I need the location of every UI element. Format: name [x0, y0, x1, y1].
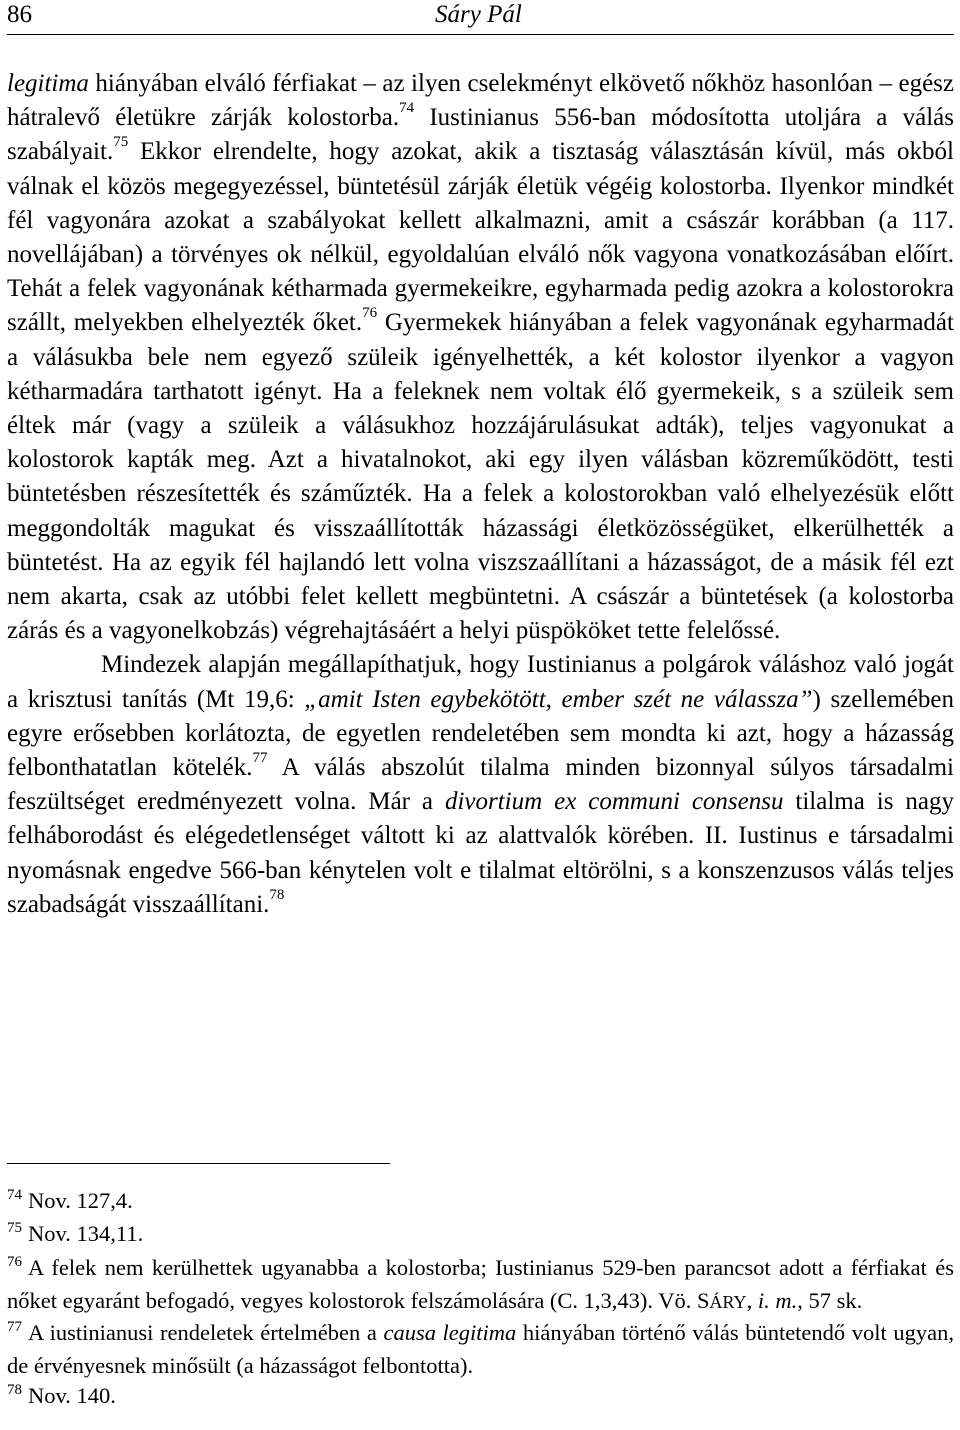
paragraph-2: [7, 648, 954, 922]
italic-quote: „amit Isten egybekötött, ember szét ne válassza”: [304, 685, 813, 713]
italic-term: causa legitima: [383, 1319, 517, 1345]
footnote-78: [7, 1381, 954, 1414]
paragraph-1: [7, 67, 954, 648]
footnote-number: 74: [7, 1187, 22, 1203]
footnotes: [7, 1186, 954, 1415]
footnote-text: Nov. 127,4.: [28, 1188, 133, 1213]
footnote-ref-75[interactable]: 75: [113, 134, 129, 151]
footnote-text: A felek nem kerülhettek ugyanabba a kolostorba; Iustinianus 529-ben parancsot adott a férfiakat és nőket egyaránt befogadó, vegyes kolostorok felszámolására (C. 1,3,43). Vö. S: [7, 1254, 954, 1314]
footnote-number: 78: [7, 1382, 22, 1399]
text-run: Iustinianus 556-ban módosította utoljára a válás szabályait.: [7, 104, 954, 166]
main-text: [7, 67, 954, 922]
footnote-ref-78[interactable]: 78: [269, 886, 285, 903]
footnote-76: [7, 1253, 954, 1318]
text-run: Ekkor elrendelte, hogy azokat, akik a tisztaság választásán kívül, más okból válnak el közös megegyezéssel, büntetésül zárják életük végéig kolostorba. Ilyenkor mindkét fél vagyonára azokat a szabályokat kellett alkalmazni, amit a császár korábban (a 117. novellájában) a törvényes ok nélkül, egyoldalúan elváló nők vagyona vonatkozásában előírt. Tehát a felek vagyonának kétharmada gyermekeikre, egyharmada pedig azokra a kolostorokra szállt, melyekben elhelyezték őket.: [7, 138, 954, 337]
italic-term: divortium ex communi consensu: [444, 788, 784, 816]
footnote-text: Nov. 134,11.: [28, 1221, 144, 1247]
running-header: [7, 0, 954, 30]
small-caps-text: ÁRY: [709, 1292, 747, 1313]
footnote-number: 76: [7, 1253, 22, 1270]
footnote-75: [7, 1219, 954, 1252]
footnote-rule: [7, 1163, 390, 1164]
footnote-ref-77[interactable]: 77: [252, 749, 268, 766]
page-number: 86: [7, 1, 32, 28]
footnote-74: [7, 1186, 954, 1219]
text-run: Mindezek alapján megállapíthatjuk, hogy Iustinianus a polgárok váláshoz való jogát a krisztusi tanítás (Mt 19,6:: [7, 651, 954, 713]
footnote-text: A iustinianusi rendeletek értelmében a: [28, 1319, 384, 1345]
footnote-ref-74[interactable]: 74: [399, 99, 415, 116]
text-run: hiányában elváló férfiakat – az ilyen cselekményt elkövető nőkhöz hasonlóan – egész hátralevő életükre zárják kolostorba.: [7, 70, 954, 132]
italic-term: legitima: [7, 70, 89, 97]
footnote-ref-76[interactable]: 76: [362, 305, 378, 322]
footnote-text: hiányában történő válás büntetendő volt ugyan, de érvényesnek minősült (a házasságot felbontotta).: [7, 1319, 955, 1379]
running-head-author: Sáry Pál: [435, 1, 522, 28]
text-run: A válás abszolút tilalma minden bizonnyal súlyos társadalmi feszültséget eredményezett volna. Már a: [7, 754, 954, 816]
text-run: tilalma is nagy felháborodást és elégedetlenséget váltott ki az alattvalók körében. II. Iustinus e társadalmi nyomásnak engedve 566-ban kénytelen volt e tilalmat eltörölni, s a konszenzusos válás teljes szabadságát visszaállítani.: [7, 788, 954, 918]
footnote-text: ,: [746, 1288, 758, 1314]
italic-abbrev: i. m.: [757, 1288, 798, 1314]
footnote-text: Nov. 140.: [28, 1383, 116, 1409]
footnote-77: [7, 1318, 954, 1382]
text-run: ) szellemében egyre erősebben korlátozta, de egyetlen rendeletében sem mondta ki azt, hogy a házasság felbonthatatlan kötelék.: [7, 685, 954, 782]
footnote-number: 77: [7, 1318, 22, 1335]
header-rule: [7, 34, 954, 35]
footnote-number: 75: [7, 1220, 22, 1237]
footnote-text: , 57 sk.: [797, 1288, 863, 1314]
text-run: Gyermekek hiányában a felek vagyonának egyharmadát a válásukba bele nem egyező szüleik igényelhették, a két kolostor ilyenkor a vagyon kétharmadára tarthatott igényt. Ha a feleknek nem voltak élő gyermekeik, s a szüleik sem éltek már (vagy a szüleik a válásukhoz hozzájárulásukat adták), teljes vagyonukat a kolostorok kapták meg. Azt a hivatalnokot, aki egy ilyen válásban közreműködött, testi büntetésben részesítették és száműzték. Ha a felek a kolostorokban való elhelyezésük előtt meggondolták magukat és visszaállították házassági életközösségüket, elkerülhették a büntetést. Ha az egyik fél hajlandó lett volna viszszaállítani a házasságot, de a másik fél ezt nem akarta, csak az utóbbi felet kellett megbüntetni. A császár a büntetések (a kolostorba zárás és a vagyonelkobzás) végrehajtásáért a helyi püspököket tette felelőssé.: [7, 309, 954, 645]
